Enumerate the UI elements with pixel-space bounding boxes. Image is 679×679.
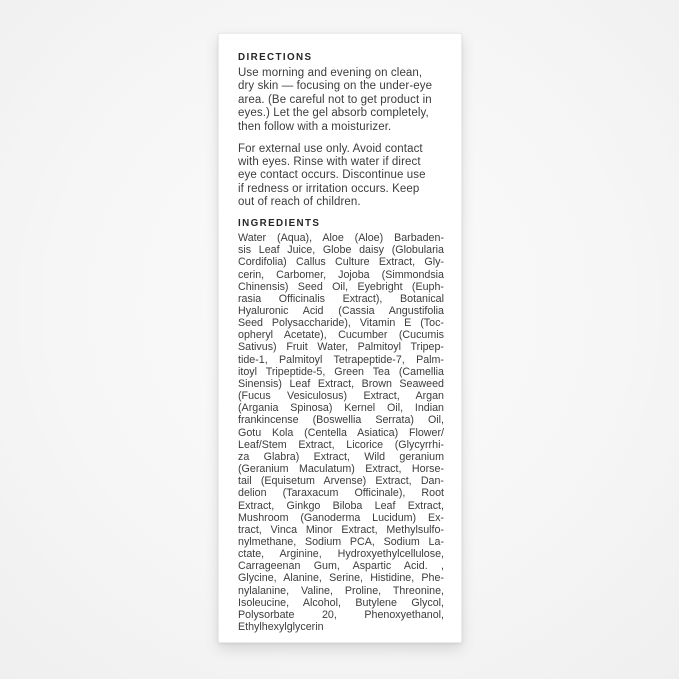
ingredients-line: itoyl Tripeptide-5, Green Tea (Camellia xyxy=(238,365,444,378)
ingredients-heading: INGREDIENTS xyxy=(238,217,321,229)
directions-paragraph-2 xyxy=(238,143,453,210)
ingredients-line: Hyaluronic Acid (Cassia Angustifolia xyxy=(238,305,444,317)
directions-line: eyes.) Let the gel absorb completely, xyxy=(238,107,429,120)
directions-heading: DIRECTIONS xyxy=(238,52,313,63)
ingredients-line: Isoleucine, Alcohol, Butylene Glycol, xyxy=(238,596,444,609)
product-label-panel xyxy=(218,33,462,643)
ingredients-line: rasia Officinalis Extract), Botanical xyxy=(238,292,444,305)
directions-paragraph-1 xyxy=(238,67,453,134)
ingredients-line: sis Leaf Juice, Globe daisy (Globularia xyxy=(238,244,444,257)
ingredients-line: frankincense (Boswellia Serrata) Oil, xyxy=(238,414,444,427)
ingredients-line: Ethylhexylglycerin xyxy=(238,621,324,634)
ingredients-list xyxy=(238,232,444,633)
directions-line: then follow with a moisturizer. xyxy=(238,120,392,133)
directions-line: dry skin — focusing on the under-eye xyxy=(238,80,433,93)
ingredients-line: Mushroom (Ganoderma Lucidum) Ex- xyxy=(238,511,444,524)
ingredients-line: opheryl Acetate), Cucumber (Cucumis xyxy=(238,329,444,342)
directions-line: out of reach of children. xyxy=(238,196,361,209)
ingredients-line: tract, Vinca Minor Extract, Methylsulfo- xyxy=(238,523,444,536)
ingredients-line: Leaf/Stem Extract, Licorice (Glycyrrhi- xyxy=(238,438,444,451)
directions-line: with eyes. Rinse with water if direct xyxy=(238,155,421,168)
ingredients-line: Seed Polysaccharide), Vitamin E (Toc- xyxy=(238,317,444,330)
directions-line: if redness or irritation occurs. Keep xyxy=(238,182,420,195)
ingredients-line: Gotu Kola (Centella Asiatica) Flower/ xyxy=(238,426,444,439)
ingredients-line: Polysorbate 20, Phenoxyethanol, xyxy=(238,608,444,621)
ingredients-line: cerin, Carbomer, Jojoba (Simmondsia xyxy=(238,268,444,281)
ingredients-line: nylmethane, Sodium PCA, Sodium La- xyxy=(238,535,444,548)
ingredients-line: Sativus) Fruit Water, Palmitoyl Tripep- xyxy=(238,341,444,354)
ingredients-line: (Geranium Maculatum) Extract, Horse- xyxy=(238,463,444,476)
ingredients-line: nylalanine, Valine, Proline, Threonine, xyxy=(238,584,444,597)
ingredients-line: Cordifolia) Callus Culture Extract, Gly- xyxy=(238,256,444,269)
ingredients-line: Carrageenan Gum, Aspartic Acid. , xyxy=(238,560,444,573)
ingredients-line: delion (Taraxacum Officinale), Root xyxy=(238,487,444,500)
ingredients-line: (Argania Spinosa) Kernel Oil, Indian xyxy=(238,402,444,415)
ingredients-line: Water (Aqua), Aloe (Aloe) Barbaden- xyxy=(238,232,444,245)
directions-line: eye contact occurs. Discontinue use xyxy=(238,169,426,182)
directions-line: For external use only. Avoid contact xyxy=(238,142,423,155)
directions-line: Use morning and evening on clean, xyxy=(238,67,423,79)
ingredients-line: tail (Equisetum Arvense) Extract, Dan- xyxy=(238,475,444,488)
ingredients-line: tide-1, Palmitoyl Tetrapeptide-7, Palm- xyxy=(238,353,444,366)
ingredients-line: (Fucus Vesiculosus) Extract, Argan xyxy=(238,390,444,403)
ingredients-line: Glycine, Alanine, Serine, Histidine, Phe- xyxy=(238,572,444,585)
ingredients-line: Sinensis) Leaf Extract, Brown Seaweed xyxy=(238,377,444,390)
ingredients-line: za Glabra) Extract, Wild geranium xyxy=(238,450,444,463)
ingredients-line: ctate, Arginine, Hydroxyethylcellulose, xyxy=(238,548,444,561)
ingredients-line: Chinensis) Seed Oil, Eyebright (Euph- xyxy=(238,280,444,293)
ingredients-line: Extract, Ginkgo Biloba Leaf Extract, xyxy=(238,499,444,512)
directions-line: area. (Be careful not to get product in xyxy=(238,93,432,106)
